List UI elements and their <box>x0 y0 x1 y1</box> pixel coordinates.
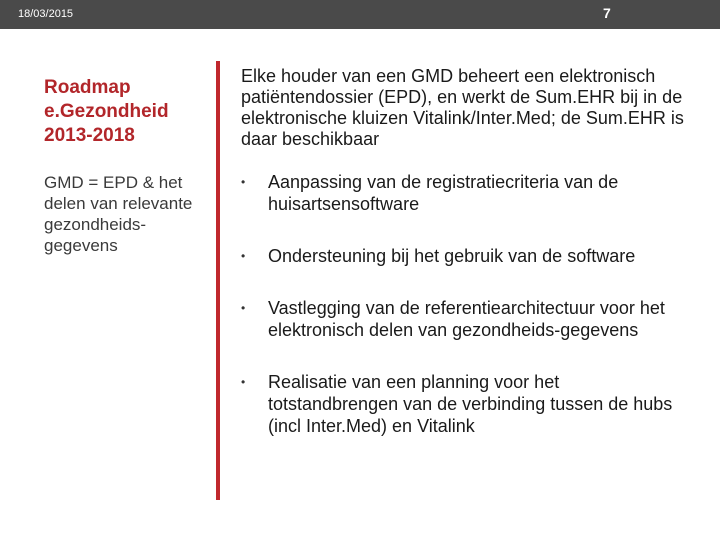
vertical-divider <box>216 61 220 500</box>
slide-date: 18/03/2015 <box>18 8 74 20</box>
list-item <box>241 371 691 437</box>
bullet-icon: • <box>241 175 246 189</box>
bullet-text: Vastlegging van de referentiearchitectuur voor het elektronisch delen van gezondheids-gegevens <box>268 298 665 340</box>
bullet-text: Ondersteuning bij het gebruik van de software <box>268 246 636 266</box>
header-bar <box>0 0 720 29</box>
list-item <box>241 245 691 267</box>
slide-title: Roadmap e.Gezondheid 2013-2018 <box>44 77 169 146</box>
list-item <box>241 171 691 215</box>
main-content <box>241 66 691 437</box>
bullet-list <box>241 171 691 437</box>
intro-paragraph: Elke houder van een GMD beheert een elektronisch patiëntendossier (EPD), en werkt de Sum.EHR bij in de elektronische kluizen Vitalink/Inter.Med; de Sum.EHR is daar beschikbaar <box>241 66 684 149</box>
bullet-icon: • <box>241 375 246 389</box>
bullet-text: Aanpassing van de registratiecriteria van de huisartsensoftware <box>268 172 619 214</box>
slide-subtitle: GMD = EPD & het delen van relevante gezondheids-gegevens <box>44 173 193 255</box>
slide-page-number: 7 <box>603 5 611 21</box>
sidebar <box>44 76 194 256</box>
list-item <box>241 297 691 341</box>
bullet-text: Realisatie van een planning voor het totstandbrengen van de verbinding tussen de hubs (incl Inter.Med) en Vitalink <box>268 372 673 436</box>
bullet-icon: • <box>241 249 246 263</box>
bullet-icon: • <box>241 301 246 315</box>
